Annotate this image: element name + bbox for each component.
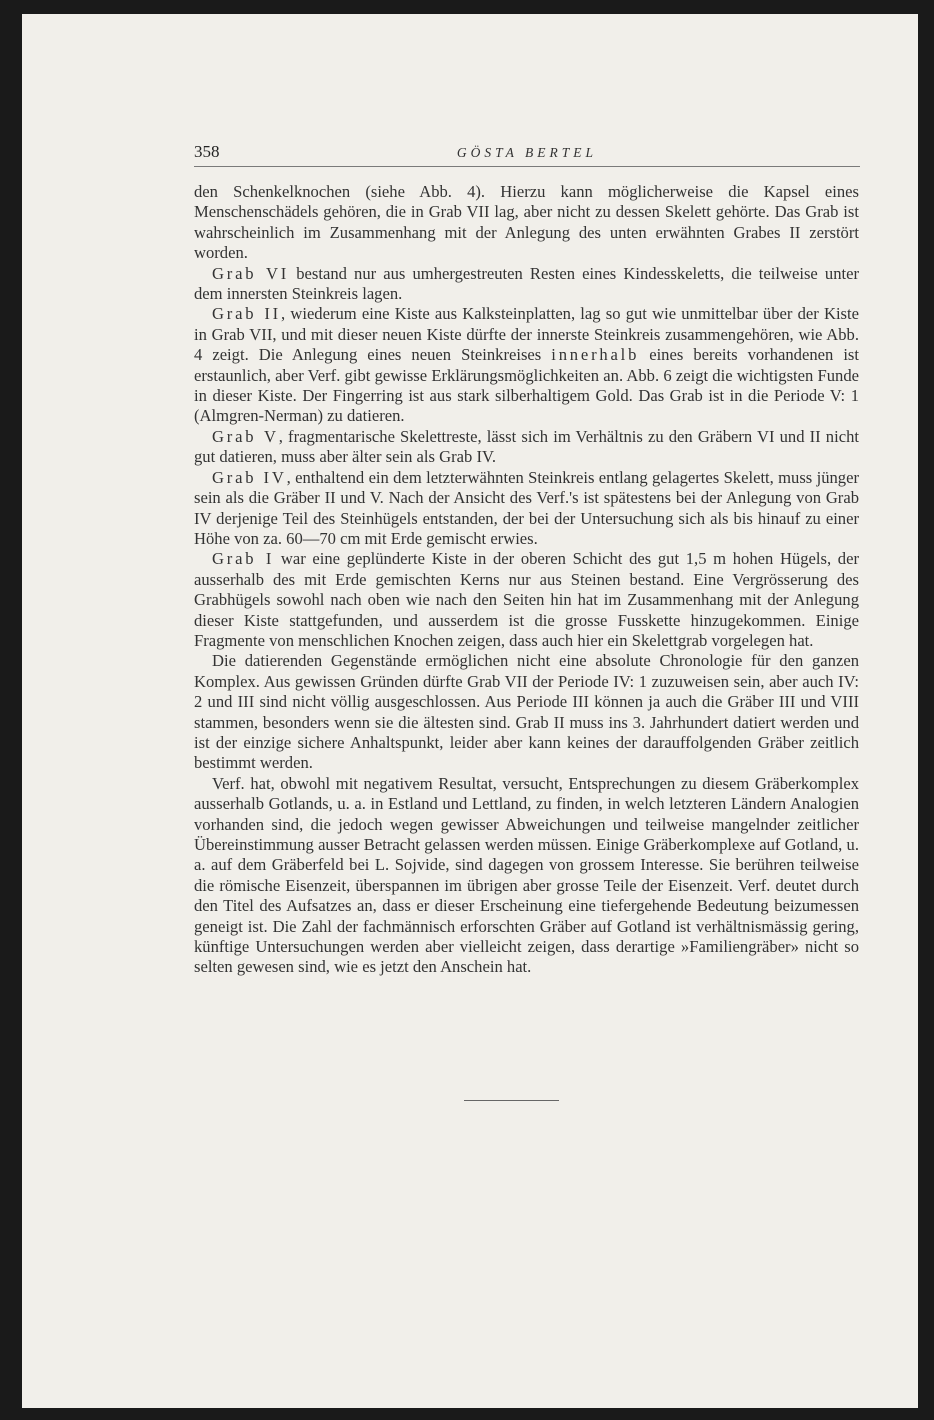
paragraph-grab-vi: [194, 264, 859, 305]
grab-iv-text: , enthaltend ein dem letzterwähnten Steinkreis entlang gelagertes Skelett, muss jünger sein als die Gräber II und V. Nach der Ansicht des Verf.'s ist spätestens bei der Anlegung von Grab IV derjenige Teil des Steinhügels entstanden, der bei der Untersuchung sich als bis hinauf zu einer Höhe von za. 60—70 cm mit Erde gemischt erwies.: [194, 467, 859, 548]
paragraph-1: den Schenkelknochen (siehe Abb. 4). Hierzu kann möglicherweise die Kapsel eines Menschenschädels gehören, die in Grab VII lag, aber nicht zu dessen Skelett gehörte. Das Grab ist wahrscheinlich im Zusammenhang mit der Anlegung des unten erwähnten Grabes II zerstört worden.: [194, 182, 859, 263]
grab-vi-heading: Grab VI: [212, 263, 290, 283]
grab-v-heading: Grab V: [212, 426, 279, 446]
paragraph-grab-ii: [194, 304, 859, 426]
grab-ii-text-a: , wiederum eine Kiste aus Kalksteinplatten, lag so gut wie unmittelbar über der Kiste in Grab VII, und mit dieser neuen Kiste dürfte der innerste Steinkreis zusammengehören, wie Abb. 4 zeigt. Die Anlegung eines neuen Steinkreises: [194, 304, 859, 365]
grab-ii-heading: Grab II: [212, 304, 282, 324]
book-page: [22, 14, 918, 1408]
paragraph-comparison: Verf. hat, obwohl mit negativem Resultat, versucht, Entsprechungen zu diesem Gräberkomplex ausserhalb Gotlands, u. a. in Estland und Lettland, zu finden, in welch letzteren Ländern Analogien vorhanden sind, die jedoch wegen gewisser Abweichungen und teilweise mangelnder zeitlicher Übereinstimmung ausser Betracht gelassen werden müssen. Einige Gräberkomplexe auf Gotland, u. a. auf dem Gräberfeld bei L. Sojvide, sind dagegen von grossem Interesse. Sie berühren teilweise die römische Eisenzeit, überspannen im übrigen aber grosse Teile der Eisenzeit. Verf. deutet durch den Titel des Aufsatzes an, dass er dieser Erscheinung eine tiefergehende Bedeutung beizumessen geneigt ist. Die Zahl der fachmännisch erforschten Gräber auf Gotland ist verhältnismässig gering, künftige Untersuchungen werden aber vielleicht zeigen, dass derartige »Familiengräber» nicht so selten gewesen sind, wie es jetzt den Anschein hat.: [194, 773, 859, 977]
running-head: GÖSTA BERTEL: [456, 145, 598, 160]
grab-iv-heading: Grab IV: [212, 467, 287, 487]
grab-v-text: , fragmentarische Skelettreste, lässt sich im Verhältnis zu den Gräbern VI und II nicht gut datieren, muss aber älter sein als Grab IV.: [194, 426, 859, 467]
grab-i-heading: Grab I: [212, 549, 275, 569]
grab-vi-text: bestand nur aus umhergestreuten Resten eines Kindesskeletts, die teilweise unter dem innersten Steinkreis lagen.: [194, 263, 859, 304]
page-header: [194, 132, 860, 167]
grab-i-text: war eine geplünderte Kiste in der oberen Schicht des gut 1,5 m hohen Hügels, der ausserhalb des mit Erde gemischten Kerns nur aus Steinen bestand. Eine Vergrösserung des Grabhügels sowohl nach oben wie nach den Seiten hin hat im Zusammenhang mit der Anlegung dieser Kiste stattgefunden, und ausserdem ist die grosse Fusskette hinzugekommen. Einige Fragmente von menschlichen Knochen zeigen, dass auch hier ein Skelettgrab vorgelegen hat.: [194, 549, 859, 650]
end-rule: [464, 1100, 559, 1101]
paragraph-grab-i: [194, 549, 859, 651]
grab-ii-text-b: eines bereits vorhandenen ist erstaunlich, aber Verf. gibt gewisse Erklärungsmöglichkeiten an. Abb. 6 zeigt die wichtigsten Funde in dieser Kiste. Der Fingerring ist aus stark silberhaltigem Gold. Das Grab ist in die Periode V: 1 (Almgren-Nerman) zu datieren.: [194, 345, 859, 426]
page-number: 358: [194, 142, 220, 161]
paragraph-grab-iv: [194, 468, 859, 550]
grab-ii-emphasis: innerhalb: [551, 345, 640, 365]
body-text: [194, 182, 859, 978]
paragraph-grab-v: [194, 427, 859, 468]
paragraph-chronology: Die datierenden Gegenstände ermöglichen nicht eine absolute Chronologie für den ganzen Komplex. Aus gewissen Gründen dürfte Grab VII der Periode IV: 1 zuzuweisen sein, aber auch IV: 2 und III sind nicht völlig ausgeschlossen. Aus Periode III können ja auch die Gräber III und VIII stammen, besonders wenn sie die ältesten sind. Grab II muss ins 3. Jahrhundert datiert werden und ist der einzige sichere Anhaltspunkt, leider aber kann keines der darauffolgenden Gräber zeitlich bestimmt werden.: [194, 651, 859, 773]
